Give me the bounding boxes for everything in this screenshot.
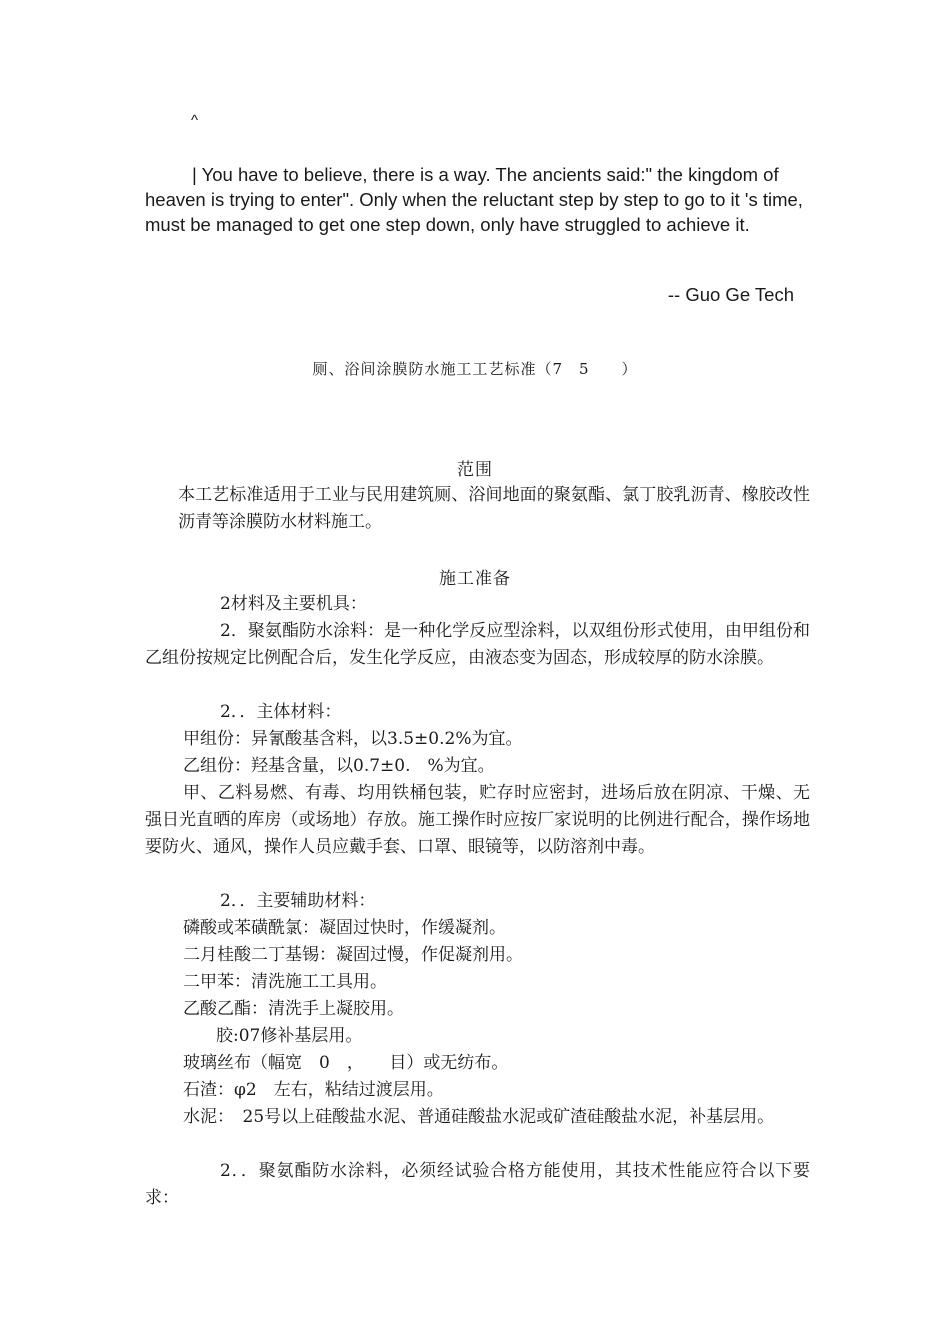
paragraph-polyurethane: 2．聚氨酯防水涂料：是一种化学反应型涂料，以双组份形式使用，由甲组份和乙组份按规定比例配合后，发生化学反应，由液态变为固态，形成较厚的防水涂膜。 (145, 621, 810, 668)
quote-block (145, 162, 810, 237)
caret-mark: ^ (191, 112, 199, 129)
heading-scope: 范围 (457, 460, 493, 480)
paragraph-cement: 水泥： 25号以上硅酸盐水泥、普通硅酸盐水泥或矿渣硅酸盐水泥，补基层用。 (183, 1107, 775, 1127)
subheading-auxiliary: 2．．主要辅助材料： (220, 891, 376, 911)
line-accelerator: 二月桂酸二丁基锡：凝固过慢，作促凝剂用。 (183, 945, 523, 965)
subheading-main-materials: 2．．主体材料： (220, 702, 342, 722)
line-component-a: 甲组份：异氰酸基含料，以3.5±0.2%为宜。 (183, 729, 523, 749)
line-component-b: 乙组份：羟基含量，以0.7±0. %为宜。 (183, 756, 495, 776)
quote-attribution: -- Guo Ge Tech (667, 284, 794, 305)
line-stone-chips: 石渣：φ2 左右，粘结过渡层用。 (183, 1080, 444, 1100)
paragraph-storage: 甲、乙料易燃、有毒、均用铁桶包装，贮存时应密封，进场后放在阴凉、干燥、无强日光直晒的库房（或场地）存放。施工操作时应按厂家说明的比例进行配合，操作场地要防火、通风，操作人员应戴手套、口罩、眼镜等，以防溶剂中毒。 (145, 783, 810, 857)
subheading-materials: 2材料及主要机具： (220, 594, 367, 614)
paragraph-requirements: 2．．聚氨酯防水涂料，必须经试验合格方能使用，其技术性能应符合以下要求： (145, 1161, 810, 1208)
scope-paragraph: 本工艺标准适用于工业与民用建筑厕、浴间地面的聚氨酯、氯丁胶乳沥青、橡胶改性沥青等涂膜防水材料施工。 (178, 485, 810, 532)
line-xylene: 二甲苯：清洗施工工具用。 (183, 972, 387, 992)
line-glue: 胶:07修补基层用。 (216, 1026, 363, 1046)
line-glass-cloth: 玻璃丝布（幅宽 0 ， 目）或无纺布。 (183, 1053, 509, 1073)
line-retarder: 磷酸或苯磺酰氯：凝固过快时，作缓凝剂。 (183, 918, 506, 938)
heading-preparation: 施工准备 (439, 569, 511, 589)
quote-text-rest: heaven is trying to enter". Only when the reluctant step by step to go to it 's time, must be managed to get one step down, only have struggled to achieve it. (145, 189, 803, 235)
document-title: 厕、浴间涂膜防水施工工艺标准（7 5 ） (312, 360, 638, 378)
quote-text-first: | You have to believe, there is a way. The ancients said:" the kingdom of (192, 164, 779, 185)
line-ethyl-acetate: 乙酸乙酯：清洗手上凝胶用。 (183, 999, 404, 1019)
